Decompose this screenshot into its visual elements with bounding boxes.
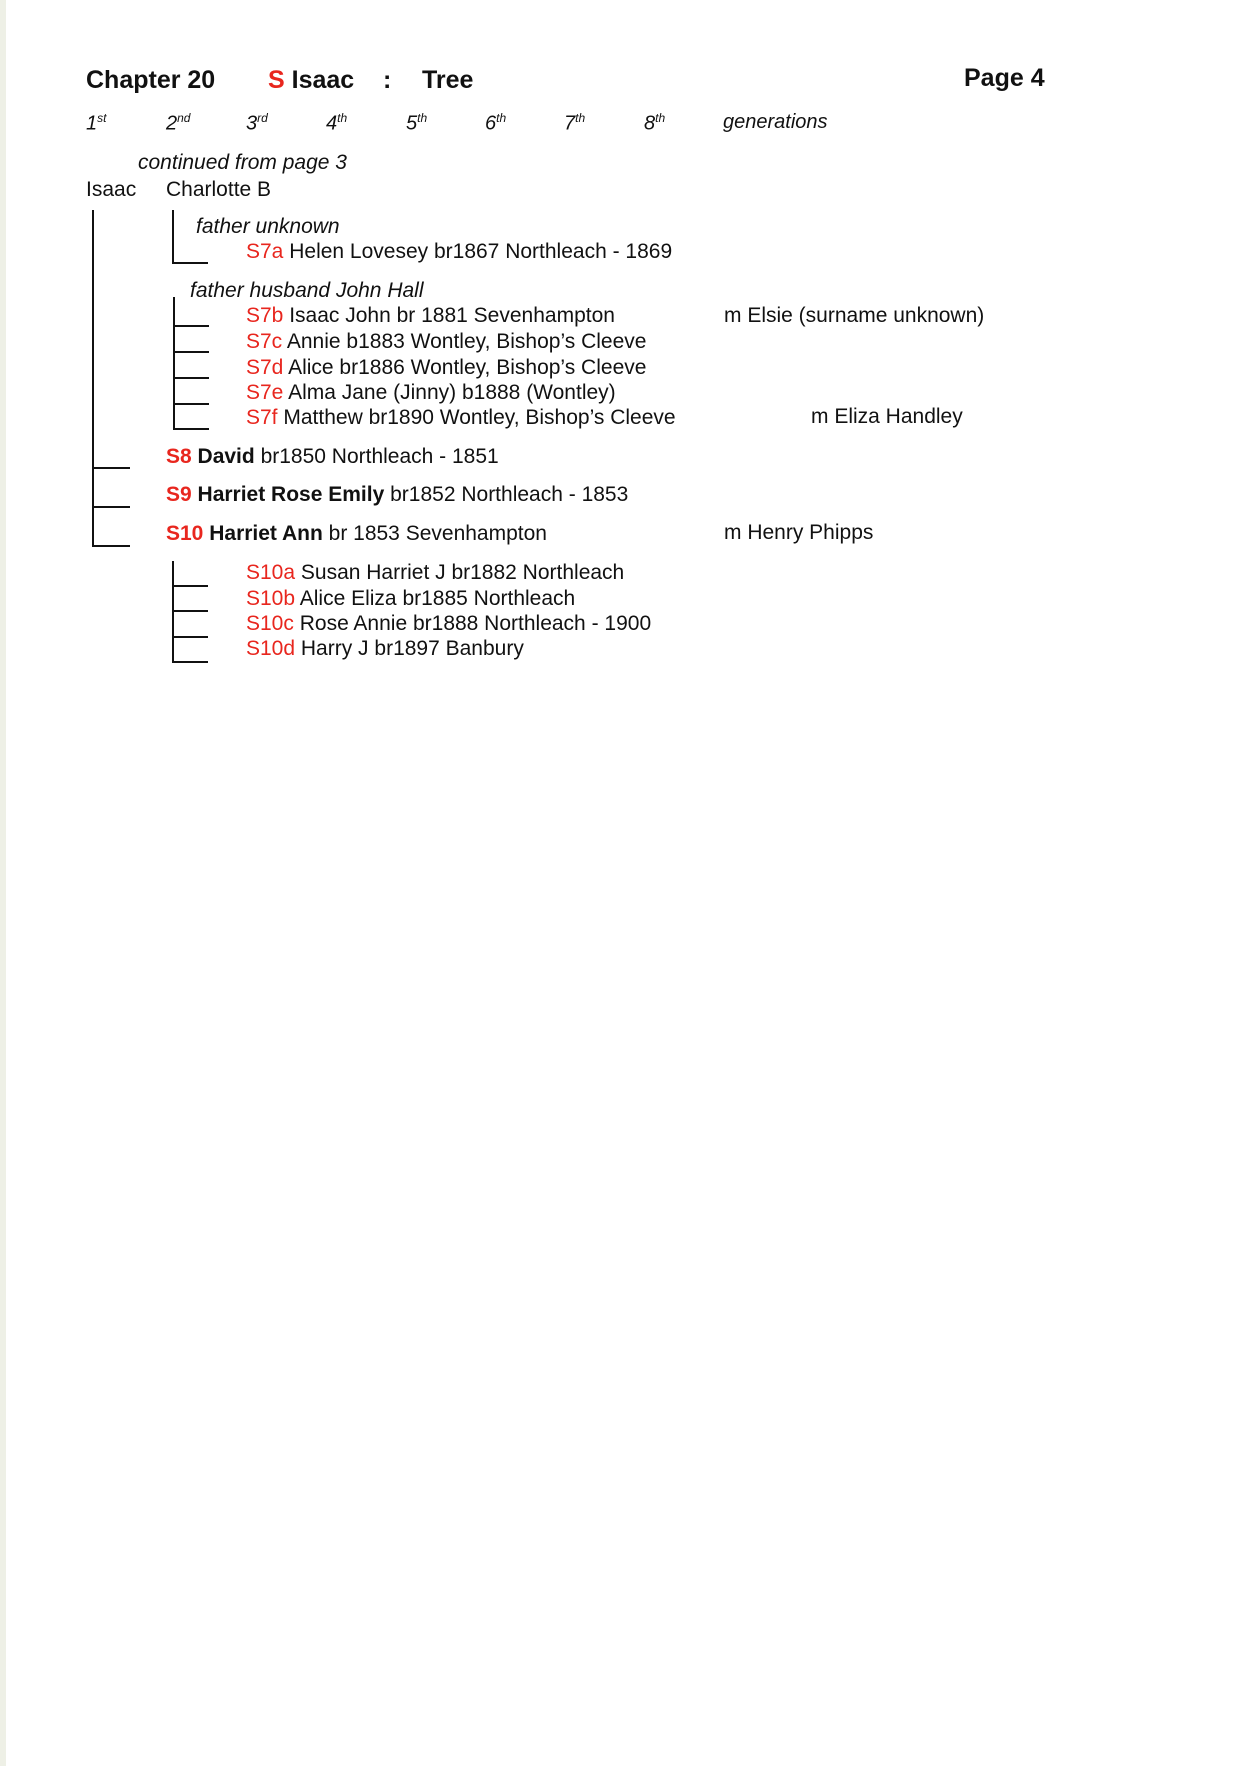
- branch-s10d: [172, 661, 208, 663]
- child-s7a: S7a Helen Lovesey br1867 Northleach - 1869: [246, 240, 673, 263]
- child-s10d: S10d Harry J br1897 Banbury: [246, 637, 524, 660]
- tree-line-group2: [173, 297, 175, 428]
- sibling-s10: S10 Harriet Ann br 1853 Sevenhampton: [166, 522, 547, 545]
- child-s7d: S7d Alice br1886 Wontley, Bishop’s Cleeve: [246, 356, 647, 379]
- branch-s7a: [172, 262, 208, 264]
- continued-note: continued from page 3: [138, 151, 347, 174]
- spouse-s7f: m Eliza Handley: [811, 405, 963, 428]
- tree-line-group1: [172, 210, 174, 262]
- branch-s7d: [173, 377, 209, 379]
- branch-s8: [92, 467, 130, 469]
- branch-s10a: [172, 585, 208, 587]
- s-prefix: S: [268, 66, 285, 94]
- child-s10c: S10c Rose Annie br1888 Northleach - 1900: [246, 612, 652, 635]
- root-person: Isaac: [86, 178, 137, 201]
- branch-s10b: [172, 610, 208, 612]
- child-s7f: S7f Matthew br1890 Wontley, Bishop’s Cleeve: [246, 406, 676, 429]
- person-name: Isaac: [291, 66, 355, 94]
- person-title: [268, 66, 354, 95]
- gen-1: 1st: [86, 111, 107, 135]
- gen-4: 4th: [326, 111, 348, 135]
- spouse-s7b: m Elsie (surname unknown): [724, 304, 985, 327]
- branch-s10c: [172, 636, 208, 638]
- child-s7c: S7c Annie b1883 Wontley, Bishop’s Cleeve: [246, 330, 647, 353]
- child-s7e: S7e Alma Jane (Jinny) b1888 (Wontley): [246, 381, 616, 404]
- branch-s7e: [173, 403, 209, 405]
- title-colon: :: [383, 66, 392, 94]
- tree-label: Tree: [422, 66, 474, 94]
- branch-s7c: [173, 351, 209, 353]
- chapter-title: Chapter 20: [86, 66, 216, 94]
- sibling-s8: S8 David br1850 Northleach - 1851: [166, 445, 499, 468]
- branch-s7f: [173, 428, 209, 430]
- gen-5: 5th: [406, 111, 428, 135]
- sibling-s9: S9 Harriet Rose Emily br1852 Northleach - 1853: [166, 483, 629, 506]
- gen-8: 8th: [644, 111, 666, 135]
- child-s7b: S7b Isaac John br 1881 Sevenhampton: [246, 304, 615, 327]
- gen-2: 2nd: [166, 111, 191, 135]
- page-number: Page 4: [964, 64, 1045, 92]
- tree-line-gen1: [92, 210, 94, 546]
- child-s10a: S10a Susan Harriet J br1882 Northleach: [246, 561, 625, 584]
- scan-edge: [0, 0, 6, 1766]
- gen-7: 7th: [564, 111, 586, 135]
- spouse-s10: m Henry Phipps: [724, 521, 874, 544]
- branch-s9: [92, 506, 130, 508]
- root-spouse: Charlotte B: [166, 178, 272, 201]
- gen-3: 3rd: [246, 111, 268, 135]
- generations-label: generations: [723, 111, 828, 133]
- group1-label: father unknown: [196, 215, 340, 238]
- branch-s10: [92, 545, 130, 547]
- branch-s7b: [173, 325, 209, 327]
- gen-6: 6th: [485, 111, 507, 135]
- group2-label: father husband John Hall: [190, 279, 424, 302]
- child-s10b: S10b Alice Eliza br1885 Northleach: [246, 587, 576, 610]
